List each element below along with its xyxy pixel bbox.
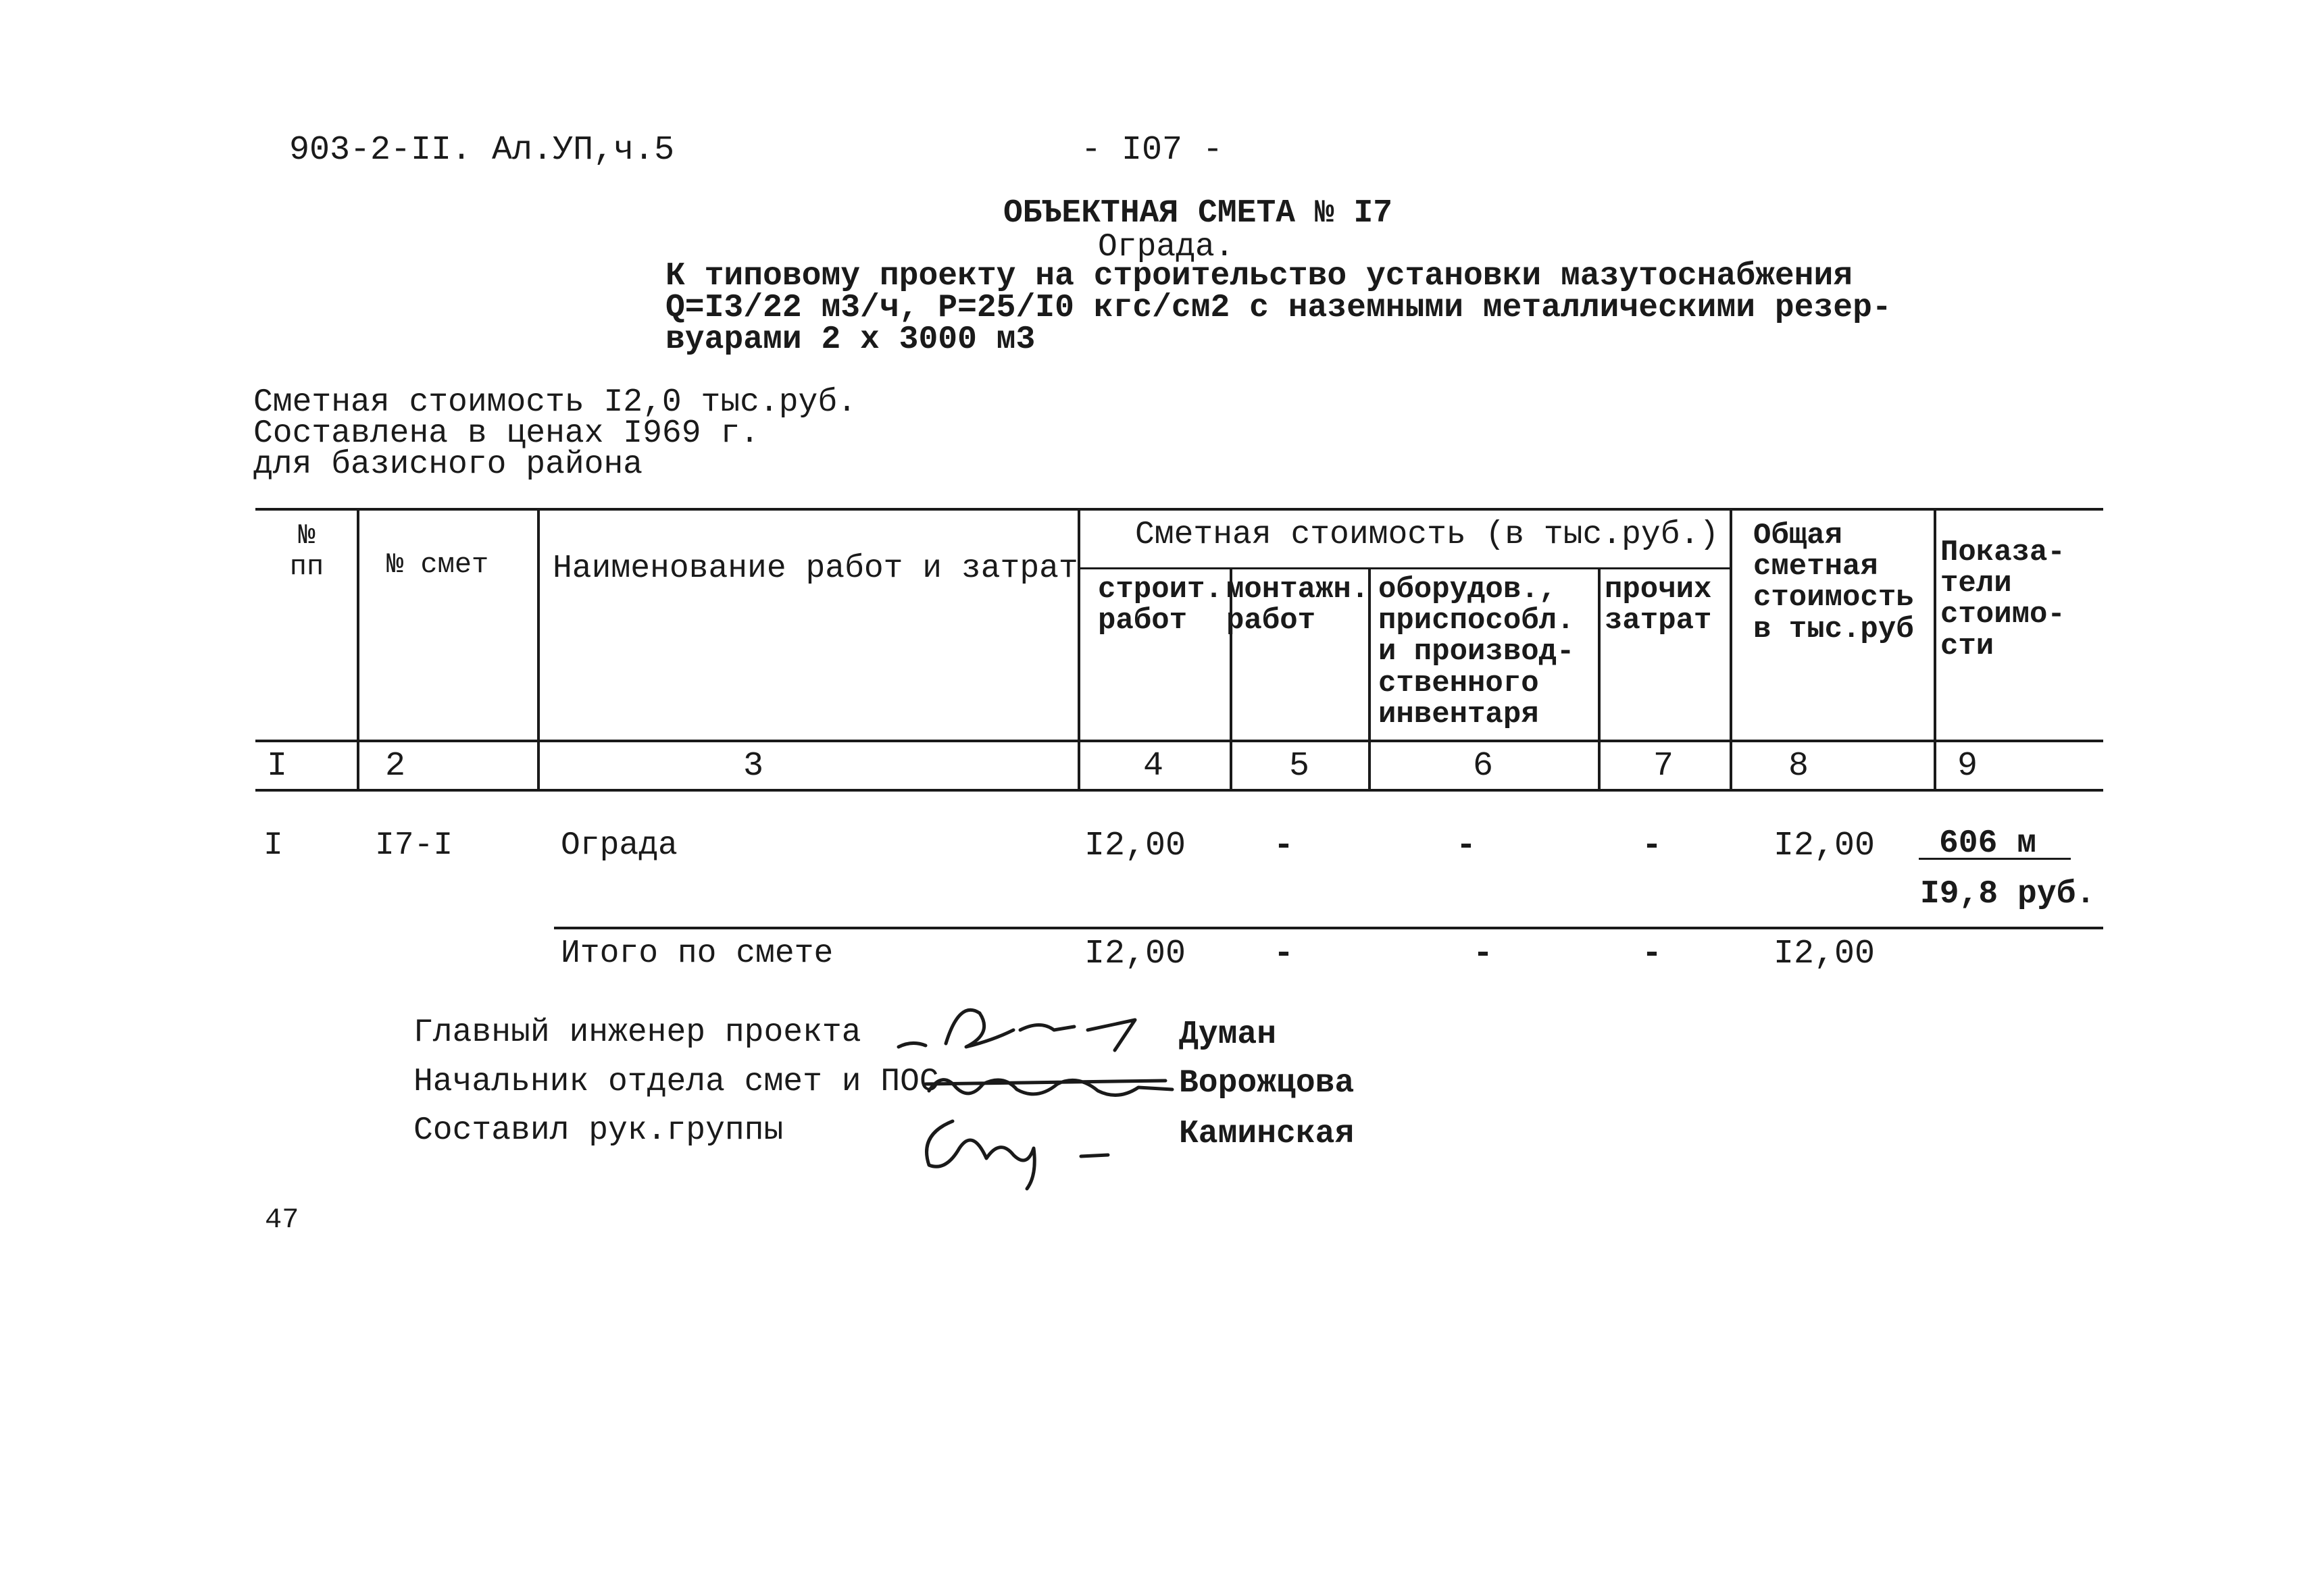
header-col-7: прочих затрат — [1605, 573, 1712, 638]
row-indicator-quantity: 606 м — [1939, 825, 2037, 862]
signature-name-2: Ворожцова — [1179, 1065, 1355, 1102]
document-code: 903-2-II. Ал.УП,ч.5 — [289, 131, 675, 170]
col-number-8: 8 — [1788, 747, 1809, 786]
page-number: - I07 - — [1081, 131, 1224, 170]
project-description-line-1: К типовому проекту на строительство установки мазутоснабжения — [665, 258, 1853, 294]
col-number-2: 2 — [384, 747, 405, 786]
col-number-4: 4 — [1142, 747, 1163, 786]
price-basis: Составлена в ценах I969 г. — [253, 415, 759, 452]
total-row-rule — [554, 927, 2103, 929]
signature-scribble-1 — [885, 993, 1155, 1067]
total-grand-cost: I2,00 — [1774, 935, 1876, 973]
header-col-4: строит. работ — [1098, 573, 1223, 638]
header-col-1: № пп — [289, 519, 324, 584]
header-col-6: оборудов., приспособл. и производ- ственного инвентаря — [1378, 573, 1575, 731]
col-divider-1 — [357, 508, 359, 789]
col-number-7: 7 — [1653, 747, 1674, 786]
estimated-cost: Сметная стоимость I2,0 тыс.руб. — [253, 384, 857, 421]
total-construction-cost: I2,00 — [1084, 935, 1186, 973]
signature-scribble-2 — [922, 1064, 1179, 1111]
header-bottom-rule — [255, 740, 2103, 742]
header-col-9: Показа- тели стоимо- сти — [1940, 536, 2065, 663]
row-num: I — [263, 827, 283, 864]
row-total-cost: I2,00 — [1774, 827, 1876, 865]
row-construction-cost: I2,00 — [1084, 827, 1186, 865]
col-number-9: 9 — [1957, 747, 1978, 786]
total-label: Итого по смете — [561, 935, 834, 972]
col-number-6: 6 — [1472, 747, 1493, 786]
signature-name-3: Каминская — [1179, 1116, 1355, 1152]
header-col-2: № смет — [386, 548, 489, 581]
row-indicator-unit-cost: I9,8 руб. — [1920, 876, 2096, 912]
col-divider-7 — [1730, 508, 1732, 789]
project-description-line-3: вуарами 2 х 3000 м3 — [665, 321, 1036, 358]
total-installation-cost: - — [1274, 935, 1294, 973]
object-name: Ограда. — [1098, 229, 1234, 265]
row-smeta: I7-I — [375, 827, 453, 864]
region-note: для базисного района — [253, 446, 643, 483]
row-name: Ограда — [561, 827, 678, 864]
signature-role-3: Составил рук.группы — [413, 1112, 784, 1149]
estimate-title: ОБЪЕКТНАЯ СМЕТА № I7 — [1003, 195, 1393, 232]
col-number-5: 5 — [1288, 747, 1309, 786]
total-equipment-cost: - — [1473, 935, 1494, 973]
table-top-rule — [255, 508, 2103, 511]
signature-name-1: Думан — [1179, 1016, 1277, 1053]
header-group-cost: Сметная стоимость (в тыс.руб.) — [1135, 517, 1719, 553]
number-row-rule — [255, 789, 2103, 792]
row-installation-cost: - — [1274, 827, 1294, 865]
signature-role-1: Главный инженер проекта — [413, 1014, 861, 1051]
col-number-1: I — [266, 747, 287, 786]
header-col-8: Общая сметная стоимость в тыс.руб — [1753, 519, 1914, 646]
row-other-cost: - — [1642, 827, 1663, 865]
header-col-3: Наименование работ и затрат — [553, 550, 1078, 587]
group-header-rule — [1078, 567, 1730, 569]
col-divider-8 — [1934, 508, 1936, 789]
header-col-5: монтажн. работ — [1226, 573, 1369, 638]
row-equipment-cost: - — [1456, 827, 1477, 865]
col-divider-2 — [537, 508, 540, 789]
signature-scribble-3 — [912, 1108, 1155, 1195]
total-other-cost: - — [1642, 935, 1663, 973]
col-number-3: 3 — [743, 747, 763, 786]
col-divider-6 — [1598, 567, 1601, 789]
signature-role-2: Начальник отдела смет и ПОС — [413, 1064, 939, 1100]
footer-mark: 47 — [265, 1204, 299, 1236]
project-description-line-2: Q=I3/22 м3/ч, P=25/I0 кгс/см2 с наземными металлическими резер- — [665, 290, 1892, 326]
